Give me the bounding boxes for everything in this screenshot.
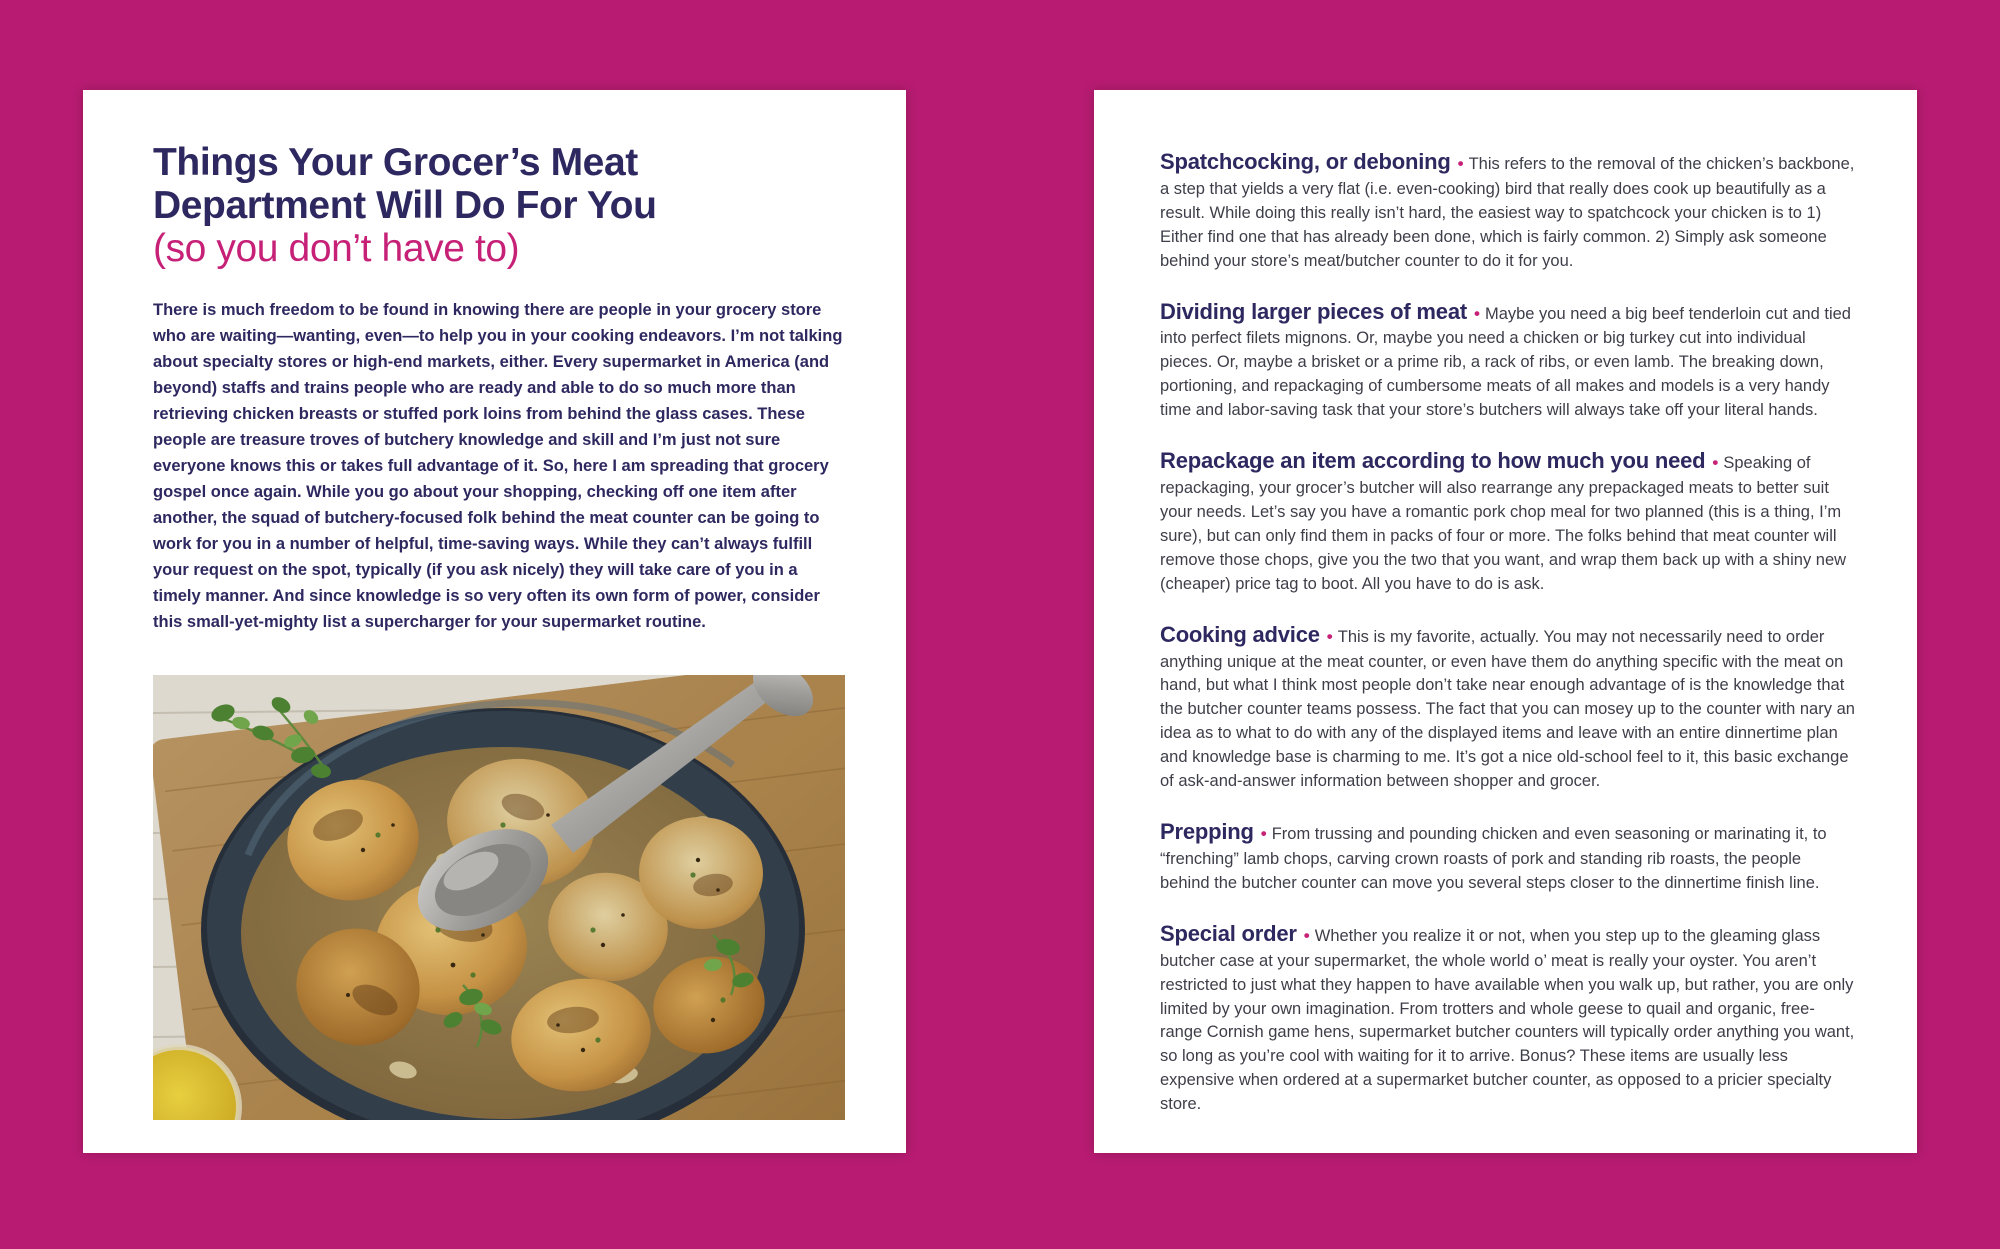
section-prepping <box>1160 816 1855 896</box>
bullet-icon: • <box>1457 154 1464 173</box>
bullet-icon: • <box>1326 626 1333 646</box>
section-heading: Prepping <box>1160 819 1254 845</box>
section-body: This refers to the removal of the chicken’s backbone, a step that yields a very flat (i.e. even-cooking) bird that really does cook up beautifully as a result. While doing this really isn’t hard, the easiest way to spatchcock your chicken is to 1) Either find one that has already been done, which is fairly common. 2) Simply ask someone behind your store’s meat/butcher counter to do it for you. <box>1160 155 1855 270</box>
page-title <box>153 142 848 227</box>
bullet-icon: • <box>1712 453 1719 473</box>
page-title-line1: Things Your Grocer’s Meat <box>153 141 638 184</box>
bullet-icon: • <box>1260 824 1267 844</box>
page-title-line2: Department Will Do For You <box>153 183 657 227</box>
section-special-order <box>1160 918 1855 1117</box>
section-body: Maybe you need a big beef tenderloin cut and tied into perfect filets mignons. Or, maybe you need a chicken or big turkey cut into individual pieces. Or, maybe a brisket or a prime rib, a rack of ribs, or even lamb. The breaking down, portioning, and repackaging of cumbersome meats of all makes and models is a very handy time and labor-saving task that your store’s butchers will always take off your literal hands. <box>1160 304 1851 420</box>
intro-paragraph: There is much freedom to be found in knowing there are people in your grocery store who are waiting—wanting, even—to help you in your cooking endeavors. I’m not talking about specialty stores or high-end markets, either. Every supermarket in America (and beyond) staffs and trains people who are ready and able to do so much more than retrieving chicken breasts or stuffed pork loins from behind the glass cases. These people are treasure troves of butchery knowledge and skill and I’m just not sure everyone knows this or takes full advantage of it. So, here I am spreading that grocery gospel once again. While you go about your shopping, checking off one item after another, the squad of butchery-focused folk behind the meat counter can be going to work for you in a number of helpful, time-saving ways. While they can’t always fulfill your request on the spot, typically (if you ask nicely) they will take care of you in a timely manner. And since knowledge is so very often its own form of power, consider this small-yet-mighty list a supercharger for your supermarket routine. <box>153 300 843 632</box>
chicken-dish-illustration <box>153 675 845 1120</box>
left-page-content <box>83 90 906 1120</box>
section-heading: Special order <box>1160 920 1297 946</box>
section-body: Speaking of repackaging, your grocer’s butcher will also rearrange any prepackaged meats to better suit your needs. Let’s say you have a romantic pork chop meal for two planned (this is a thing, I’m sure), but can only find them in packs of four or more. The folks behind that meat counter will remove those chops, give you the two that you want, and wrap them back up with a shiny new (cheaper) price tag to boot. All you have to do is ask. <box>1160 454 1847 593</box>
section-cooking-advice <box>1160 619 1855 794</box>
bullet-icon: • <box>1474 303 1480 323</box>
section-repackage <box>1160 445 1855 597</box>
left-page <box>83 90 906 1153</box>
page-subtitle: (so you don’t have to) <box>153 227 520 270</box>
section-heading: Dividing larger pieces of meat <box>1160 298 1467 324</box>
section-heading: Spatchcocking, or deboning <box>1160 149 1451 174</box>
section-heading: Repackage an item according to how much you need <box>1160 448 1706 474</box>
right-page-content <box>1094 90 1917 1117</box>
section-body: Whether you realize it or not, when you step up to the gleaming glass butcher case at your supermarket, the whole world o’ meat is really your oyster. You aren’t restricted to just what they happen to have available when you walk up, but rather, you are only limited by your own imagination. From trotters and whole geese to quail and organic, free-range Cornish game hens, supermarket butcher counters will typically order anything you want, so long as you’re cool with waiting for it to arrive. Bonus? These items are usually less expensive when ordered at a supermarket butcher counter, as opposed to a pricier specialty store. <box>1160 926 1855 1114</box>
section-spatchcocking <box>1160 146 1855 274</box>
right-page <box>1094 90 1917 1153</box>
photo-vignette <box>153 675 845 1120</box>
section-heading: Cooking advice <box>1160 621 1320 647</box>
section-body: This is my favorite, actually. You may not necessarily need to order anything unique at the meat counter, or even have them do anything specific with the meat on hand, but what I think most people don’t take near enough advantage of is the knowledge that the butcher counter teams possess. The fact that you can mosey up to the counter with nary an idea as to what to do with any of the displayed items and leave with an entire dinnertime plan and knowledge base is charming to me. It’s got a nice old-school feel to it, this basic exchange of ask-and-answer information between shopper and grocer. <box>1160 627 1855 791</box>
section-dividing <box>1160 296 1855 424</box>
bullet-icon: • <box>1303 925 1310 945</box>
chicken-dish-photo <box>153 675 845 1120</box>
section-body: From trussing and pounding chicken and even seasoning or marinating it, to “frenching” lamb chops, carving crown roasts of pork and standing rib roasts, the people behind the butcher counter can move you several steps closer to the dinnertime finish line. <box>1160 825 1827 892</box>
